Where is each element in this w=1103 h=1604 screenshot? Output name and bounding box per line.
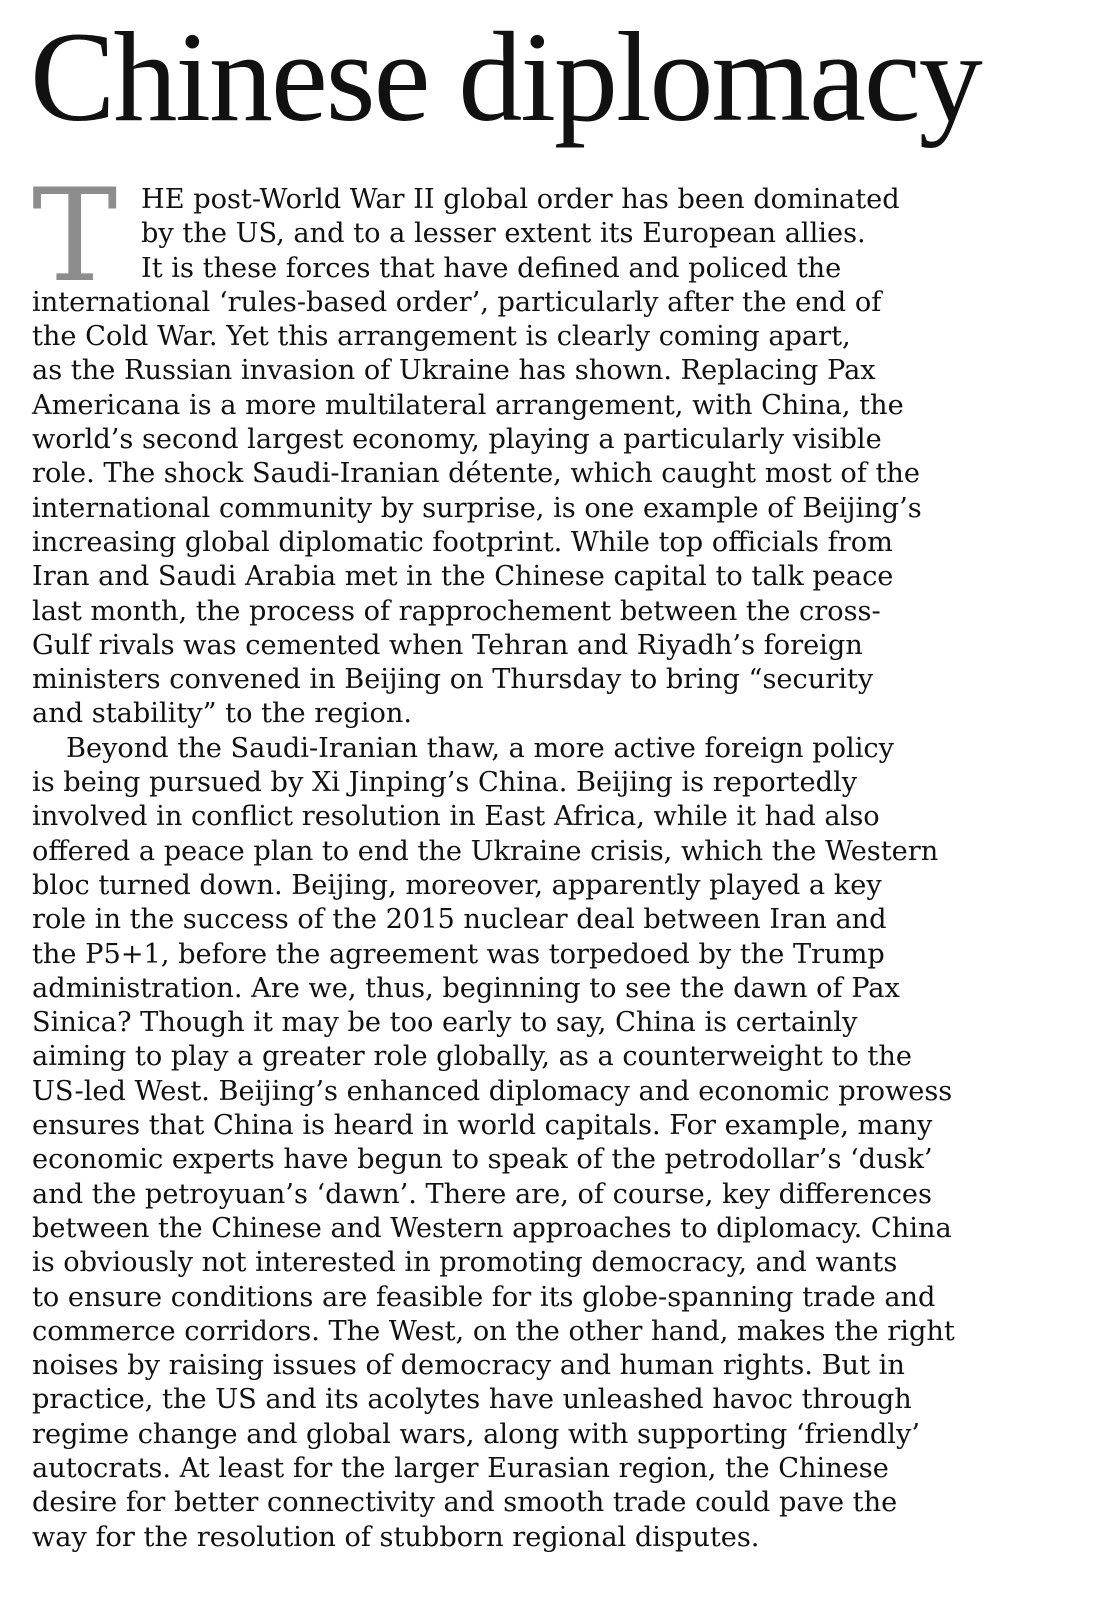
text-line: and the petroyuan’s ‘dawn’. There are, of course, key differences bbox=[32, 1178, 932, 1210]
text-line: Beyond the Saudi-Iranian thaw, a more active foreign policy bbox=[66, 732, 895, 764]
text-line: increasing global diplomatic footprint. While top officials from bbox=[32, 526, 893, 558]
text-line: international ‘rules-based order’, particularly after the end of bbox=[32, 286, 882, 318]
text-line: desire for better connectivity and smooth trade could pave the bbox=[32, 1487, 898, 1519]
text-line: is obviously not interested in promoting democracy, and wants bbox=[32, 1247, 898, 1279]
text-line: to ensure conditions are feasible for its globe-spanning trade and bbox=[32, 1281, 936, 1313]
text-line: aiming to play a greater role globally, as a counterweight to the bbox=[32, 1041, 912, 1073]
text-line: Gulf rivals was cemented when Tehran and Riyadh’s foreign bbox=[32, 629, 863, 661]
text-line: practice, the US and its acolytes have unleashed havoc through bbox=[32, 1384, 912, 1416]
text-line: the P5+1, before the agreement was torpedoed by the Trump bbox=[32, 938, 885, 970]
text-line: and stability” to the region. bbox=[32, 698, 412, 730]
text-line: noises by raising issues of democracy and human rights. But in bbox=[32, 1350, 905, 1382]
text-line: role in the success of the 2015 nuclear deal between Iran and bbox=[32, 904, 887, 936]
text-line: between the Chinese and Western approaches to diplomacy. China bbox=[32, 1212, 952, 1244]
drop-cap: T bbox=[32, 162, 118, 311]
text-line: ministers convened in Beijing on Thursday to bring “security bbox=[32, 664, 874, 696]
text-line: autocrats. At least for the larger Eurasian region, the Chinese bbox=[32, 1452, 889, 1484]
text-line: world’s second largest economy, playing a particularly visible bbox=[32, 424, 882, 456]
text-line: regime change and global wars, along with supporting ‘friendly’ bbox=[32, 1418, 920, 1450]
text-line: Sinica? Though it may be too early to say, China is certainly bbox=[32, 1007, 858, 1039]
text-line: role. The shock Saudi-Iranian détente, which caught most of the bbox=[32, 458, 920, 490]
text-line: bloc turned down. Beijing, moreover, apparently played a key bbox=[32, 869, 882, 901]
text-line: commerce corridors. The West, on the other hand, makes the right bbox=[32, 1315, 955, 1347]
text-line: way for the resolution of stubborn regional disputes. bbox=[32, 1521, 760, 1553]
text-line: Iran and Saudi Arabia met in the Chinese capital to talk peace bbox=[32, 561, 894, 593]
text-line: Americana is a more multilateral arrangement, with China, the bbox=[32, 389, 904, 421]
text-line: economic experts have begun to speak of the petrodollar’s ‘dusk’ bbox=[32, 1144, 933, 1176]
text-line: offered a peace plan to end the Ukraine crisis, which the Western bbox=[32, 835, 939, 867]
text-line: US-led West. Beijing’s enhanced diplomacy and economic prowess bbox=[32, 1075, 953, 1107]
article-body bbox=[32, 162, 1082, 1555]
text-line: is being pursued by Xi Jinping’s China. Beijing is reportedly bbox=[32, 767, 858, 799]
text-line: as the Russian invasion of Ukraine has shown. Replacing Pax bbox=[32, 355, 876, 387]
text-line: HE post-World War II global order has been dominated bbox=[141, 184, 900, 215]
headline: Chinese diplomacy bbox=[30, 6, 981, 148]
text-line: by the US, and to a lesser extent its European allies. bbox=[141, 218, 866, 250]
text-line: last month, the process of rapprochement between the cross- bbox=[32, 595, 881, 627]
text-line: the Cold War. Yet this arrangement is clearly coming apart, bbox=[32, 321, 851, 353]
text-line: involved in conflict resolution in East Africa, while it had also bbox=[32, 801, 880, 833]
text-line: ensures that China is heard in world capitals. For example, many bbox=[32, 1110, 933, 1142]
text-line: administration. Are we, thus, beginning to see the dawn of Pax bbox=[32, 972, 900, 1004]
text-line: international community by surprise, is one example of Beijing’s bbox=[32, 492, 922, 524]
text-line: It is these forces that have defined and policed the bbox=[141, 252, 842, 284]
